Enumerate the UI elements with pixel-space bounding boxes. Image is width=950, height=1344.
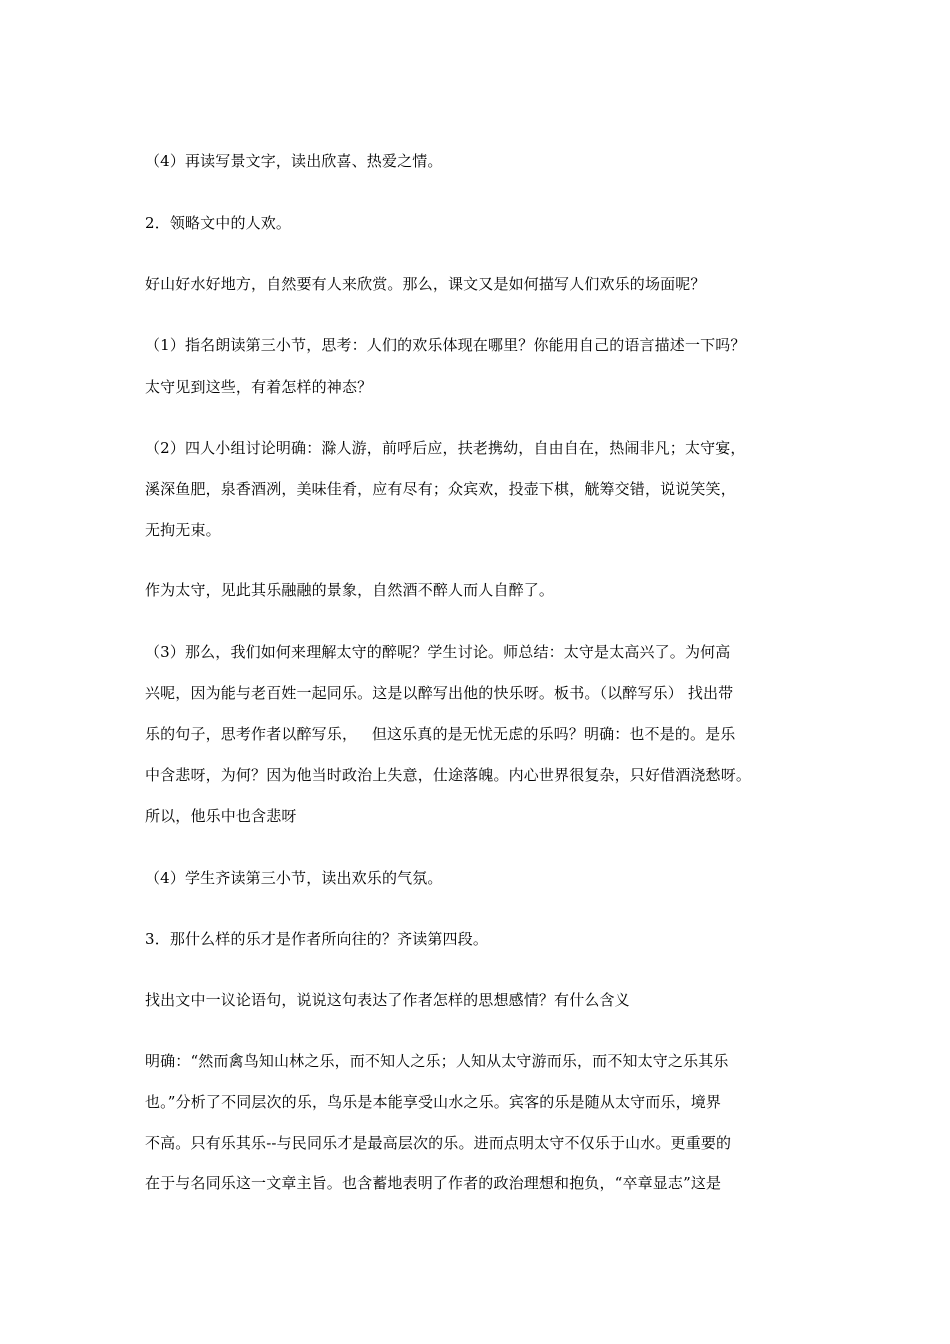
paragraph-step-1-line-2: 太守见到这些，有着怎样的神态？ [145, 378, 373, 396]
paragraph-intro-question: 好山好水好地方，自然要有人来欣赏。那么，课文又是如何描写人们欢乐的场面呢？ [145, 275, 706, 293]
section-heading-3: 3．那什么样的乐才是作者所向往的？齐读第四段。 [145, 930, 488, 948]
paragraph-step-4-reread: （4）再读写景文字，读出欣喜、热爱之情。 [145, 152, 443, 170]
paragraph-step-2-line-3: 无拘无束。 [145, 521, 221, 539]
paragraph-step-3-line-1: （3）那么，我们如何来理解太守的醉呢？学生讨论。师总结：太守是太高兴了。为何高 [145, 643, 731, 661]
section-heading-2: 2．领略文中的人欢。 [145, 214, 292, 232]
paragraph-answer-line-3: 不高。只有乐其乐--与民同乐才是最高层次的乐。进而点明太守不仅乐于山水。更重要的 [145, 1134, 732, 1152]
paragraph-taishou-drunk: 作为太守，见此其乐融融的景象，自然酒不醉人而人自醉了。 [145, 581, 555, 599]
paragraph-answer-line-1: 明确：“然而禽鸟知山林之乐，而不知人之乐；人知从太守游而乐，而不知太守之乐其乐 [145, 1052, 729, 1070]
paragraph-answer-line-2: 也。”分析了不同层次的乐，鸟乐是本能享受山水之乐。宾客的乐是随从太守而乐，境界 [145, 1093, 722, 1111]
paragraph-step-4-group-read: （4）学生齐读第三小节，读出欢乐的气氛。 [145, 869, 443, 887]
paragraph-step-2-line-1: （2）四人小组讨论明确：滁人游，前呼后应，扶老携幼，自由自在，热闹非凡；太守宴， [145, 439, 746, 457]
paragraph-step-2-line-2: 溪深鱼肥，泉香酒冽，美味佳肴，应有尽有；众宾欢，投壶下棋，觥筹交错，说说笑笑， [145, 480, 736, 498]
paragraph-answer-line-4: 在于与名同乐这一文章主旨。也含蓄地表明了作者的政治理想和抱负，“卒章显志”这是 [145, 1174, 722, 1192]
paragraph-step-3-line-4: 中含悲呀，为何？因为他当时政治上失意，仕途落魄。内心世界很复杂，只好借酒浇愁呀。 [145, 766, 752, 784]
paragraph-find-argument: 找出文中一议论语句，说说这句表达了作者怎样的思想感情？有什么含义 [145, 991, 630, 1009]
paragraph-step-3-line-3: 乐的句子，思考作者以醉写乐， 但这乐真的是无忧无虑的乐吗？明确：也不是的。是乐 [145, 725, 736, 743]
paragraph-step-3-line-5: 所以，他乐中也含悲呀 [145, 807, 297, 825]
paragraph-step-1-line-1: （1）指名朗读第三小节，思考：人们的欢乐体现在哪里？你能用自己的语言描述一下吗？ [145, 336, 746, 354]
paragraph-step-3-line-2: 兴呢，因为能与老百姓一起同乐。这是以醉写出他的快乐呀。板书。（以醉写乐） 找出带 [145, 684, 734, 702]
